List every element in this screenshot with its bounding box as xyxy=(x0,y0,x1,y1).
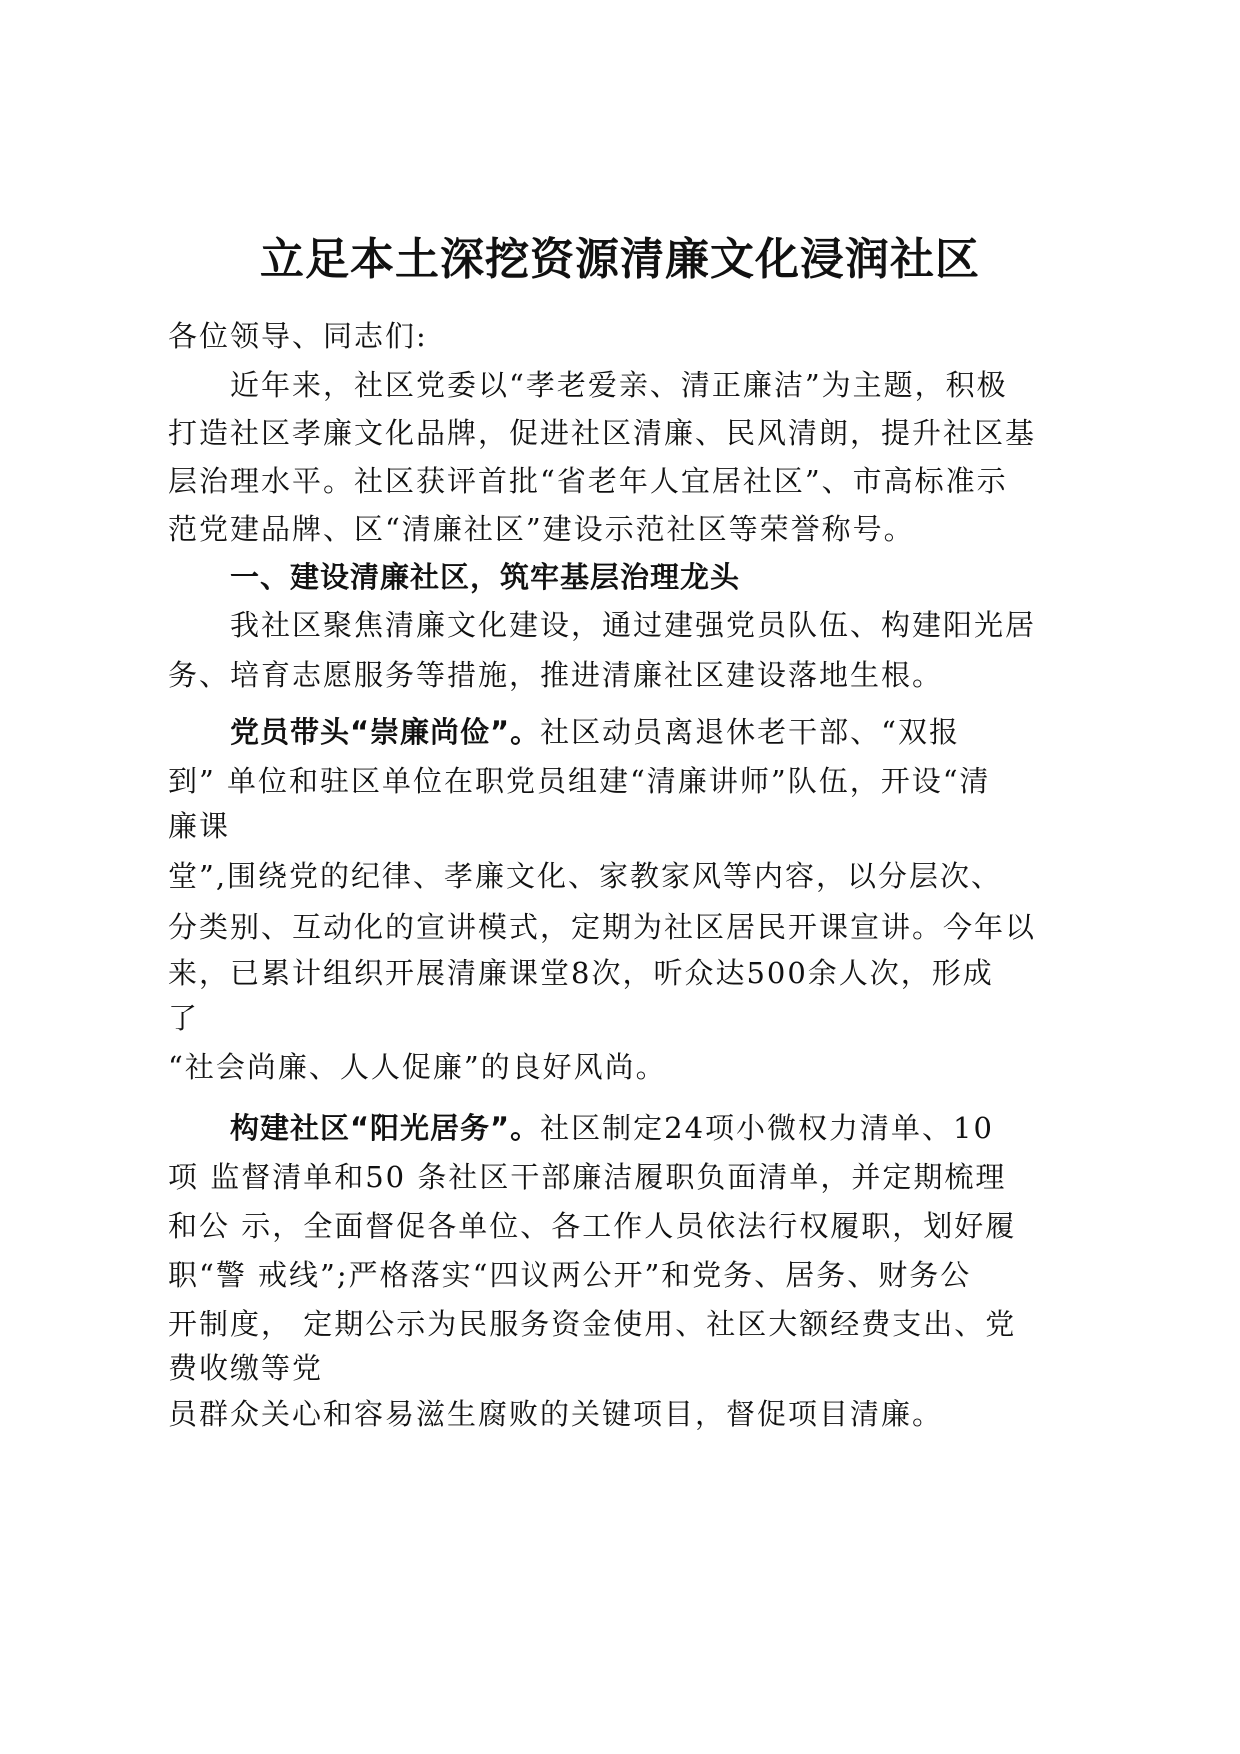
item2-lead: 构建社区“阳光居务”。 xyxy=(230,1111,541,1145)
intro-line-2: 打造社区孝廉文化品牌，促进社区清廉、民风清朗，提升社区基 xyxy=(168,416,1037,450)
item2-line-7: 员群众关心和容易滋生腐败的关键项目，督促项目清廉。 xyxy=(168,1397,944,1431)
item1-line-2: 到” 单位和驻区单位在职党员组建“清廉讲师”队伍，开设“清 xyxy=(168,764,991,798)
item2-line-1 xyxy=(230,1108,994,1148)
intro-line-3: 层治理水平。社区获评首批“省老年人宜居社区”、市高标准示 xyxy=(168,464,1008,498)
item2-line-4: 职“警 戒线”;严格落实“四议两公开”和党务、居务、财务公 xyxy=(168,1258,972,1292)
item2-line-5: 开制度， 定期公示为民服务资金使用、社区大额经费支出、党 xyxy=(168,1307,1017,1341)
item1-line-7: 了 xyxy=(168,1001,200,1035)
item1-line-5: 分类别、互动化的宣讲模式，定期为社区居民开课宣讲。今年以 xyxy=(168,910,1037,944)
item1-line-1 xyxy=(230,712,960,752)
item2-line-2: 项 监督清单和50 条社区干部廉洁履职负面清单，并定期梳理 xyxy=(168,1160,1007,1194)
section-heading: 一、建设清廉社区，筑牢基层治理龙头 xyxy=(230,560,741,594)
item1-line-8: “社会尚廉、人人促廉”的良好风尚。 xyxy=(168,1050,667,1084)
item1-line-1-text: 社区动员离退休老干部、“双报 xyxy=(540,715,960,749)
item2-line-3: 和公 示，全面督促各单位、各工作人员依法行权履职，划好履 xyxy=(168,1209,1017,1243)
item1-line-4: 堂”,围绕党的纪律、孝廉文化、家教家风等内容，以分层次、 xyxy=(168,859,1003,893)
item1-lead: 党员带头“崇廉尚俭”。 xyxy=(230,715,541,749)
salutation: 各位领导、同志们: xyxy=(168,319,428,353)
intro-line-1: 近年来，社区党委以“孝老爱亲、清正廉洁”为主题，积极 xyxy=(230,368,1008,402)
document-title: 立足本土深挖资源清廉文化浸润社区 xyxy=(260,234,980,285)
item2-line-1-text: 社区制定24项小微权力清单、10 xyxy=(540,1111,994,1145)
section-para-line-2: 务、培育志愿服务等措施，推进清廉社区建设落地生根。 xyxy=(168,658,944,692)
section-para-line-1: 我社区聚焦清廉文化建设，通过建强党员队伍、构建阳光居 xyxy=(230,608,1037,642)
intro-line-4: 范党建品牌、区“清廉社区”建设示范社区等荣誉称号。 xyxy=(168,512,915,546)
item1-line-6: 来，已累计组织开展清廉课堂8次，听众达500余人次，形成 xyxy=(168,956,994,990)
item2-line-6: 费收缴等党 xyxy=(168,1351,324,1385)
item1-line-3: 廉课 xyxy=(168,809,231,843)
